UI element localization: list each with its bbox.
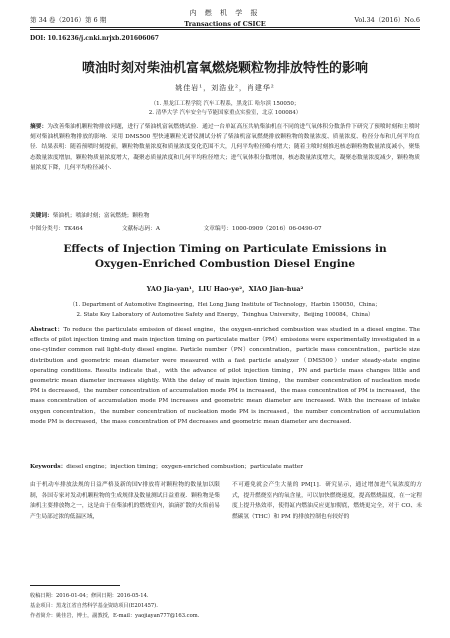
abstract-en-label: Abstract：	[30, 327, 64, 333]
keywords-cn-label: 关键词：	[30, 213, 53, 219]
doi[interactable]: DOI: 10.16236/j.cnki.nrjxb.201606067	[30, 35, 159, 42]
footnote-funding: 基金项目：黑龙江省自然科学基金资助项目(E201457).	[30, 603, 158, 609]
journal-volume-en: Vol.34（2016）No.6	[354, 16, 420, 24]
classification-line	[30, 223, 322, 232]
footnote-rule	[30, 585, 120, 586]
header-rule-bottom	[30, 29, 420, 30]
affiliation-en-1: （1. Department of Automotive Engineering，Hei Long Jiang Institute of Technology，Harbin 150050，China；	[69, 302, 381, 308]
header-rule-top	[30, 27, 420, 28]
title-en	[30, 242, 420, 272]
title-en-line-2: Oxygen-Enriched Combustion Diesel Engine	[94, 258, 356, 270]
keywords-en-label: Keywords：	[30, 464, 67, 470]
authors-cn: 姚佳岩¹，刘浩业²，肖建华²	[175, 84, 275, 92]
title-en-line-1: Effects of Injection Timing on Particulate Emissions in	[63, 243, 387, 255]
body-column-right: 不可避免就会产生大量的 PM[1]．研究显示，通过增加进气氧浓度的方式，提升燃烧室内的氧含量，可以加快燃烧速度，提高燃烧温度，在一定程度上提升热效率，使得缸内燃油反应更加彻底，燃烧更完全，对于 CO、未燃碳氢（THC）和 PM 的排放控制也有较好的	[232, 482, 422, 520]
affiliation-en-2: 2. State Key Laboratory of Automotive Safety and Energy，Tsinghua University，Beijing 100084，China）	[76, 312, 374, 318]
keywords-cn	[30, 211, 420, 221]
footnote-received: 收稿日期：2016-01-04；修回日期：2016-05-14.	[30, 593, 149, 599]
keywords-en-text: diesel engine；injection timing；oxygen-enriched combustion；particulate matter	[66, 464, 303, 470]
abstract-cn-label: 摘要：	[30, 124, 48, 130]
title-cn: 喷油时刻对柴油机富氧燃烧颗粒物排放特性的影响	[81, 61, 368, 76]
abstract-en	[30, 325, 420, 427]
affiliation-cn-2: 2. 清华大学 汽车安全与节能国家重点实验室，北京 100084）	[148, 110, 302, 116]
keywords-cn-text: 柴油机；喷油时刻；富氧燃烧；颗粒物	[52, 213, 150, 219]
journal-volume-cn: 第 34 卷（2016）第 6 期	[30, 16, 107, 24]
affiliation-cn-1: （1. 黑龙江工程学院 汽车工程系，黑龙江 哈尔滨 150050；	[150, 101, 300, 107]
abstract-en-text: To reduce the particulate emission of diesel engine，the oxygen-enriched combustion was studied in a diesel engine. The effects of pilot injection timing and main injection timing on particulate matter（PM）emissions were experimentally investigated in a one-cylinder common rail light-duty diesel engine. Particle number（PN）concentration，particle mass concentration，particle size distribution and geometric mean diameter were measured with a fast particle analyzer（DMS500）under steady-state engine operating conditions. Results indicate that，with the advance of pilot injection timing，PN and particle mass changes little and geometric mean diameter increases slightly. With the delay of main injection timing，the number concentration of nucleation mode PM is decreased，the number concentration of accumulation mode PM is increased，the mass concentration of PM is increased，the mass concentration of accumulation mode PM increases and geometric mean diameter are increased. With the increase of intake oxygen concentration，the number concentration of nucleation mode PM is increased，the number concentration of accumulation mode PM is decreased，the mass concentration of PM decreases and geometric mean diameter are decreased.	[30, 327, 420, 425]
journal-name-cn: 内 燃 机 学 报	[189, 9, 261, 17]
journal-name	[175, 8, 275, 28]
abstract-cn	[30, 122, 420, 173]
journal-name-en: Transactions of CSICE	[184, 20, 266, 28]
abstract-cn-text: 为改善柴油机颗粒物排放问题，进行了柴油机富氧燃烧试验．通过一台单缸高压共轨柴油机在不同的进气氧体积分数条件下研究了预喷时刻和主喷时刻对柴油机颗粒物排放的影响．采用 DMS500 型快速颗粒光谱仪测试分析了柴油机富氧燃烧排放颗粒物的数量浓度、质量浓度、粒径分布和几何平均直径．结果表明：随着预喷时刻提前，颗粒物数量浓度和质量浓度变化范围不大，几何平均粒径略有增大；随着主喷时刻推迟核态颗粒物数量浓度减小，聚集态数量浓度增加，颗粒物质量浓度增大，凝聚态质量浓度和几何平均粒径增大；进气氧体积分数增加，核态数量浓度增大，凝聚态数量浓度减少，颗粒物质量浓度下降，几何平均粒径减小.	[30, 124, 421, 171]
footnote-author: 作者简介：姚佳岩，博士，副教授，E-mail：yaojiayan777@163.com.	[30, 613, 200, 619]
clc-number: 中图分类号：TK464	[30, 226, 84, 232]
document-code: 文献标志码：A	[121, 226, 161, 232]
body-column-left: 由于机动车排放法规的日益严格及新的国Ⅴ排放将对颗粒物的数量加以限制，各国专家对发动机颗粒物的生成规律及数量测试日益重视．颗粒物是柴油机主要排放物之一，这是由于在柴油机的燃烧室内，油滴扩散的火焰前易产生局部过浓的低温区域，	[30, 482, 220, 520]
keywords-en	[30, 462, 420, 472]
article-number: 文章编号：1000-0909（2016）06-0490-07	[203, 226, 322, 232]
authors-en: YAO Jia-yan¹，LIU Hao-ye²，XIAO Jian-hua²	[146, 285, 304, 293]
